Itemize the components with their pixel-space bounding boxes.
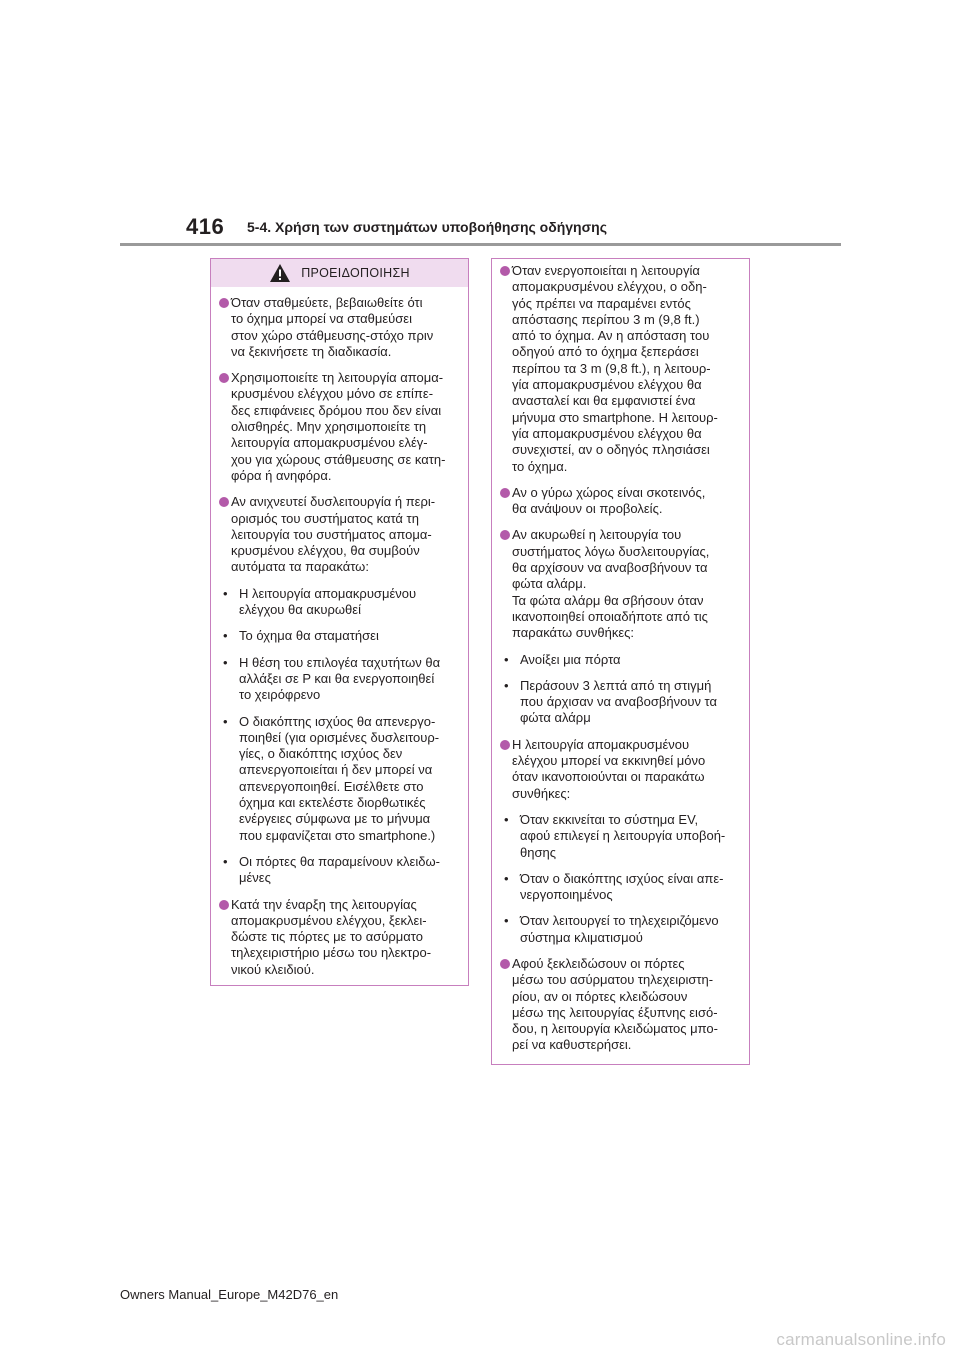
paragraph-text: Η λειτουργία απομακρυσμένου ελέγχου μπορεί να εκκινηθεί μόνο όταν ικανοποιούνται οι παρακάτω συνθήκες: <box>512 736 706 801</box>
warning-box <box>210 258 469 986</box>
warning-triangle-icon <box>269 263 291 283</box>
footer-text: Owners Manual_Europe_M42D76_en <box>120 1287 339 1302</box>
paragraph-text: • Η θέση του επιλογέα ταχυτήτων θα αλλάξει σε P και θα ενεργοποιηθεί το χειρόφρενο <box>239 654 441 703</box>
sub-bullet-item <box>500 652 741 668</box>
paragraph-text: • Οι πόρτες θα παραμείνουν κλειδω- μένες <box>239 853 440 886</box>
watermark: carmanualsonline.info <box>776 1330 946 1349</box>
sub-bullet-item <box>219 854 460 887</box>
section-title: 5-4. Χρήση των συστημάτων υποβοήθησης οδήγησης <box>247 219 608 235</box>
paragraph-text: • Η λειτουργία απομακρυσμένου ελέγχου θα ακυρωθεί <box>239 585 417 618</box>
paragraph-text: • Ανοίξει μια πόρτα <box>520 651 621 667</box>
bullet-paragraph <box>500 527 741 641</box>
sub-bullet-item <box>500 871 741 904</box>
paragraph-text: Αφού ξεκλειδώσουν οι πόρτες μέσω του ασύρματου τηλεχειριστη- ρίου, αν οι πόρτες κλειδώσουν μέσω της λειτουργίας έξυπνης εισό- δου, η λειτουργία κλειδώματος μπο- ρεί να καθυστερήσει. <box>512 955 718 1053</box>
sub-bullet-item <box>219 586 460 619</box>
paragraph-text: • Όταν ο διακόπτης ισχύος είναι απε- νεργοποιημένος <box>520 870 724 903</box>
bullet-paragraph <box>500 956 741 1054</box>
paragraph-text: • Το όχημα θα σταματήσει <box>239 628 379 644</box>
paragraph-text: • Όταν εκκινείται το σύστημα EV, αφού επιλεγεί η λειτουργία υποβοή- θησης <box>520 811 726 860</box>
warning-header <box>211 259 468 287</box>
sub-bullet-item <box>500 678 741 727</box>
paragraph-text: Αν ανιχνευτεί δυσλειτουργία ή περι- ορισμός του συστήματος κατά τη λειτουργία του συστήματος απομα- κρυσμένου ελέγχου, θα συμβούν αυτόματα τα παρακάτω: <box>231 494 436 575</box>
paragraph-text: Αν ο γύρω χώρος είναι σκοτεινός, θα ανάψουν οι προβολείς. <box>512 484 706 517</box>
sub-bullet-item <box>500 913 741 946</box>
page-number: 416 <box>186 214 225 239</box>
paragraph-text: • Ο διακόπτης ισχύος θα απενεργο- ποιηθεί (για ορισμένες δυσλειτουρ- γίες, ο διακόπτης ισχύος δεν απενεργοποιείται ή δεν μπορεί να απενεργοποιηθεί. Εισέλθετε στο όχημα και εκτελέστε διορθωτικές ενέργειες σύμφωνα με το μήνυμα που εμφανίζεται στο smartphone.) <box>239 713 440 843</box>
notes-box <box>491 258 750 1065</box>
paragraph-text: Αν ακυρωθεί η λειτουργία του συστήματος λόγω δυσλειτουργίας, θα αρχίσουν να αναβοσβήνουν τα φώτα αλάρμ. Τα φώτα αλάρμ θα σβήσουν όταν ικανοποιηθεί οποιαδήποτε από τις παρακάτω συνθήκες: <box>512 527 710 641</box>
notes-list <box>500 263 741 1054</box>
bullet-paragraph <box>219 494 460 575</box>
paragraph-text: Χρησιμοποιείτε τη λειτουργία απομα- κρυσμένου ελέγχου μόνο σε επίπε- δες επιφάνειες δρόμου που δεν είναι ολισθηρές. Μην χρησιμοποιείτε τη λειτουργία απομακρυσμένου ελέγ- χου για χώρους στάθμευσης σε κατη- φόρα ή ανηφόρα. <box>231 370 446 483</box>
sub-bullet-item <box>219 628 460 644</box>
sub-bullet-item <box>219 655 460 704</box>
bullet-paragraph <box>219 295 460 360</box>
sub-bullet-item <box>500 812 741 861</box>
sub-bullet-item <box>219 714 460 844</box>
paragraph-text: Όταν ενεργοποιείται η λειτουργία απομακρυσμένου ελέγχου, ο οδη- γός πρέπει να παραμένει εντός απόστασης περίπου 3 m (9,8 ft.) από το όχημα. Αν η απόσταση του οδηγού από το όχημα ξεπεράσει περίπου τα 3 m (9,8 ft.), η λειτουρ- γία απομακρυσμένου ελέγχου θα ανασταλεί και θα εμφανιστεί ένα μήνυμα στο smartphone. Η λειτουρ- γία απομακρυσμένου ελέγχου θα συνεχιστεί, αν ο οδηγός πλησιάσει το όχημα. <box>512 263 718 474</box>
paragraph-text: Όταν σταθμεύετε, βεβαιωθείτε ότι το όχημα μπορεί να σταθμεύσει στον χώρο στάθμευσης-στόχο πριν να ξεκινήσετε τη διαδικασία. <box>231 295 434 359</box>
bullet-paragraph <box>500 263 741 475</box>
paragraph-text: • Όταν λειτουργεί το τηλεχειριζόμενο σύστημα κλιματισμού <box>520 913 719 945</box>
header-rule <box>120 243 841 246</box>
warning-title: ΠΡΟΕΙΔΟΠΟΙΗΣΗ <box>301 266 410 280</box>
paragraph-text: Κατά την έναρξη της λειτουργίας απομακρυσμένου ελέγχου, ξεκλει- δώστε τις πόρτες με το ασύρματο τηλεχειριστήριο μέσω του ηλεκτρο- νικού κλειδιού. <box>231 896 432 977</box>
bullet-paragraph <box>219 370 460 484</box>
bullet-paragraph <box>219 897 460 978</box>
bullet-paragraph <box>500 737 741 802</box>
bullet-paragraph <box>500 485 741 518</box>
paragraph-text: • Περάσουν 3 λεπτά από τη στιγμή που άρχισαν να αναβοσβήνουν τα φώτα αλάρμ <box>520 677 718 726</box>
warning-list <box>219 295 460 978</box>
